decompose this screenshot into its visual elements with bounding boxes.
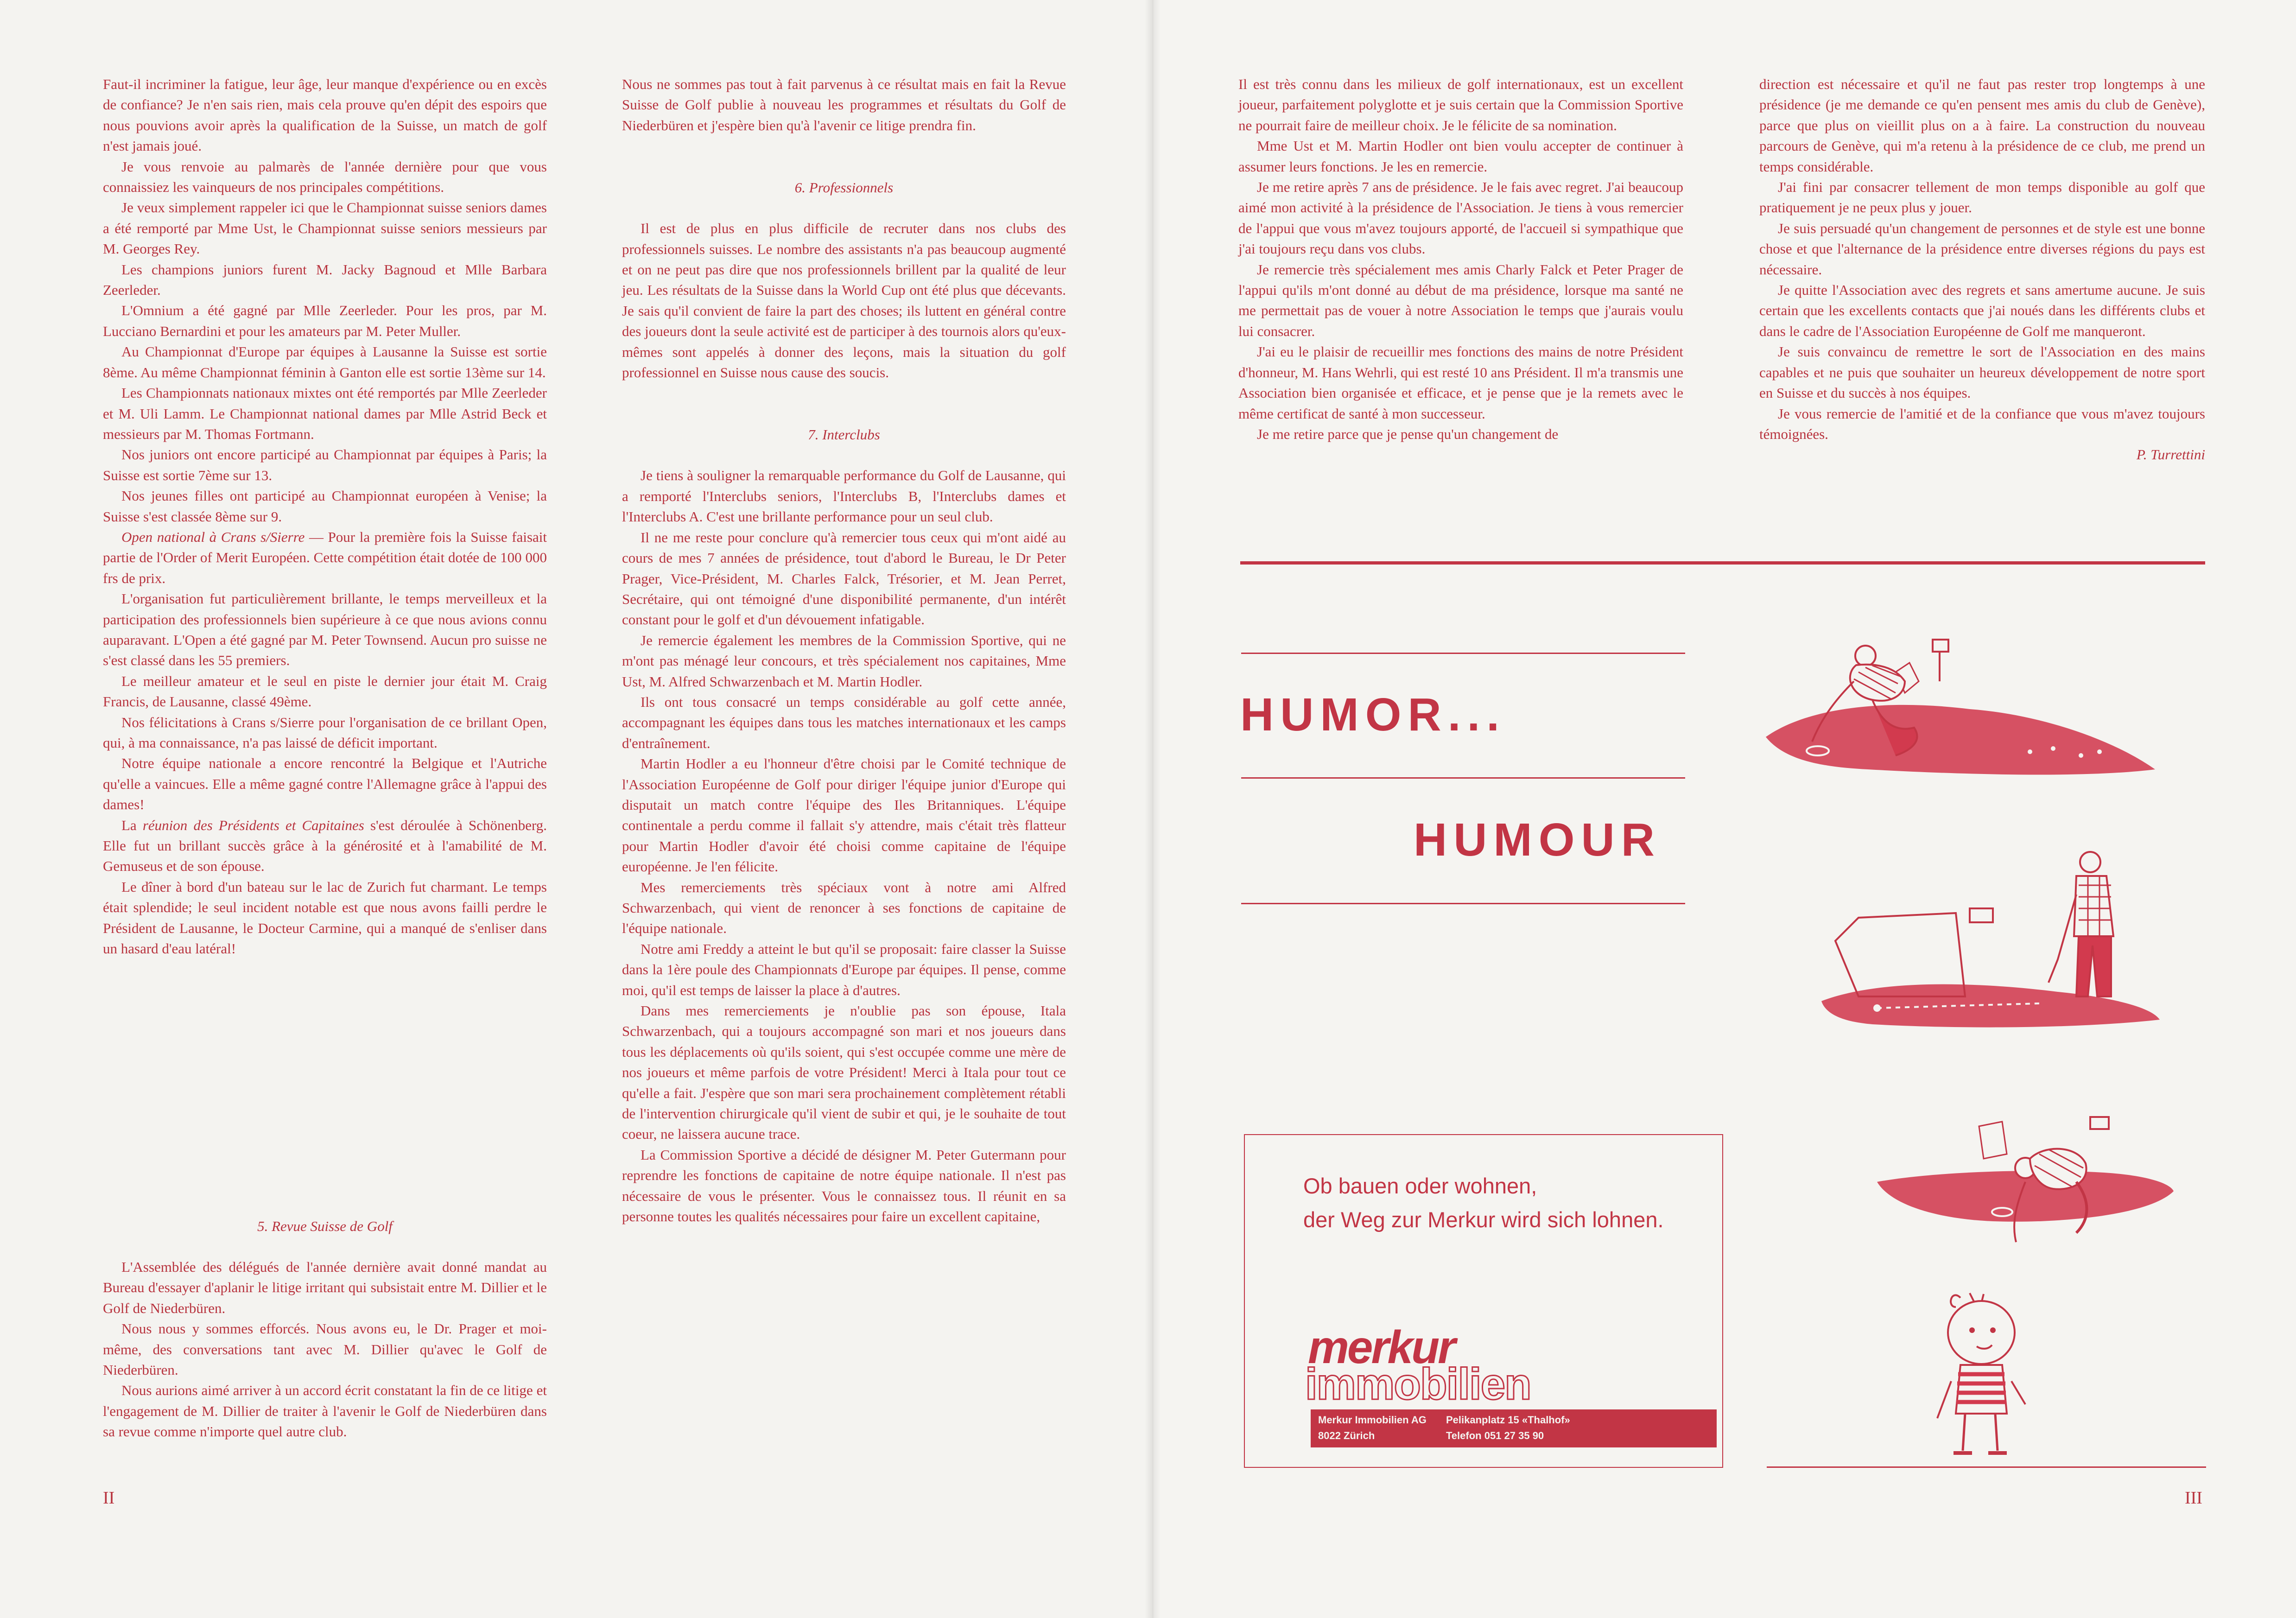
paragraph: Nos juniors ont encore participé au Championnat par équipes à Paris; la Suisse est sortie 7ème sur 13.: [103, 446, 547, 483]
paragraph: Je tiens à souligner la remarquable performance du Golf de Lausanne, qui a remporté l'Interclubs seniors, l'Interclubs B, l'Interclubs dames et l'Interclubs A. C'est une brillante performance pour un seul club.: [622, 467, 1066, 525]
paragraph: Je quitte l'Association avec des regrets et sans amertume aucune. Je suis certain que les excellents contacts que j'ai noués dans les différents clubs et dans le cadre de l'Association Européenne de Golf me manqueront.: [1759, 282, 2205, 339]
page-number-right: III: [2185, 1488, 2202, 1508]
column-1-section-5: [103, 1216, 547, 1442]
paragraph: Je remercie également les membres de la Commission Sportive, qui ne m'ont pas ménagé leur concours, et très spécialement nos capitaines, Mme Ust, M. Alfred Schwarzenbach et M. Martin Hodler.: [622, 632, 1066, 690]
paragraph: Faut-il incriminer la fatigue, leur âge, leur manque d'expérience ou en excès de confiance? Je n'en sais rien, mais cela prouve qu'en dépit des espoirs que nous pouvions avoir après la qualification de la Suisse, un match de golf n'est jamais joué.: [103, 76, 547, 154]
paragraph: Notre ami Freddy a atteint le but qu'il se proposait: faire classer la Suisse dans la 1ère poule des Championnats d'Europe par équipes. Il pense, comme moi, qu'il est temps de laisser la place à d'autres.: [622, 940, 1066, 998]
paragraph: Dans mes remerciements je n'oublie pas son épouse, Itala Schwarzenbach, qui a toujours accompagné son mari et nos joueurs dans tous les déplacements où qu'ils soient, qui s'est occupée comme une mère de nos joueurs et même parfois de votre Président! Merci à Itala pour tout ce qu'elle a fait. J'espère que son mari sera prochainement complètement rétabli de l'intervention chirurgicale qu'il vient de subir et qui, je le souhaite de tout coeur, ne laissera aucune trace.: [622, 1003, 1066, 1142]
paragraph: Le meilleur amateur et le seul en piste le dernier jour était M. Craig Francis, de Lausanne, classé 49ème.: [103, 673, 547, 710]
page-number-left: II: [103, 1488, 115, 1508]
paragraph: Nos félicitations à Crans s/Sierre pour l'organisation de ce brillant Open, qui, à ma connaissance, n'a pas laissé de déficit important.: [103, 714, 547, 751]
paragraph: Il ne me reste pour conclure qu'à remercier tous ceux qui m'ont aidé au cours de mes 7 années de présidence, tout d'abord le Bureau, le Dr Peter Prager, Vice-Président, M. Charles Falck, Trésorier, et M. Jean Perret, Secrétaire, qui ont témoigné d'une disponibilité permanente, d'un intérêt constant pour le golf et d'un dévouement infatigable.: [622, 529, 1066, 628]
divider-rule: [1240, 561, 2205, 565]
section-heading-7: 7. Interclubs: [808, 426, 880, 443]
paragraph: J'ai eu le plaisir de recueillir mes fonctions des mains de notre Président d'honneur, M. Hans Wehrli, qui est resté 10 ans Président. Il m'a transmis une Association bien organisée et efficace, et je pense que je la remets avec le même certificat de santé à mon successeur.: [1238, 343, 1683, 422]
immobilien-logo: immobilien: [1305, 1359, 1531, 1409]
paragraph: Je vous renvoie au palmarès de l'année dernière pour que vous connaissiez les vainqueurs de nos principales compétitions.: [103, 158, 547, 196]
paragraph: Je remercie très spécialement mes amis Charly Falck et Peter Prager de l'appui qu'ils m'ont donné au début de ma présidence, lorsque ma santé ne me permettait pas de vouer à notre Association le temps que j'aurais voulu lui consacrer.: [1238, 261, 1683, 339]
merkur-logo: merkur: [1308, 1321, 1454, 1373]
column-1: [103, 74, 547, 959]
thin-rule-bottom: [1767, 1466, 2206, 1468]
humor-rule-top: [1241, 653, 1685, 654]
paragraph: [103, 527, 547, 589]
paragraph: Les champions juniors furent M. Jacky Bagnoud et Mlle Barbara Zeerleder.: [103, 261, 547, 298]
paragraph: Nous aurions aimé arriver à un accord écrit constatant la fin de ce litige et l'engagement de M. Dillier de traiter à l'avenir le Golf de Niederbüren dans sa revue comme n'importe quel autre club.: [103, 1382, 547, 1440]
ad-address: Pelikanplatz 15 «Thalhof»: [1446, 1414, 1570, 1426]
paragraph: Ils ont tous consacré un temps considérable au golf cette année, accompagnant les équipes dans tous les matches internationaux et les camps d'entraînement.: [622, 693, 1066, 751]
paragraph: direction est nécessaire et qu'il ne faut pas rester trop longtemps à une présidence (je me demande ce qu'en pensent mes amis du club de Genève), parce que plus on vieillit plus on a à faire. La construction du nouveau parcours de Genève, qui m'a retenu à la présidence de ce club, me prend un temps considérable.: [1759, 76, 2205, 175]
paragraph: Les Championnats nationaux mixtes ont été remportés par Mlle Zeerleder et M. Uli Lamm. Le Championnat national dames par Mlle Astrid Beck et messieurs par M. Thomas Fortmann.: [103, 385, 547, 442]
ad-phone: Telefon 051 27 35 90: [1446, 1430, 1544, 1441]
reunion-text: s'est déroulée à Schönenberg. Elle fut un brillant succès grâce à la générosité et à l'amabilité de M. Gemuseus et de son épouse.: [103, 817, 547, 875]
paragraph: Je veux simplement rappeler ici que le Championnat suisse seniors dames a été remporté par Mme Ust, le Championnat suisse seniors messieurs par M. Georges Rey.: [103, 199, 547, 257]
humor-rule-middle: [1241, 777, 1685, 779]
paragraph: Il est de plus en plus difficile de recruter dans nos clubs des professionnels suisses. Le nombre des assistants n'a pas beaucoup augmenté et on ne peut pas dire que nos professionnels brillent par la qualité de leur jeu. Les résultats de la Suisse dans la World Cup ont été plus que décevants. Je sais qu'il convient de faire la part des choses; ils luttent en général contre des joueurs dont la seule activité est de participer à des tournois alors qu'eux-mêmes sont appelés à donner des leçons, mais la situation du golf professionnel en Suisse nous cause des soucis.: [622, 220, 1066, 381]
paragraph: Notre équipe nationale a encore rencontré la Belgique et l'Autriche qu'elle a vaincues. Elle a même gagné contre l'Allemagne grâce à l'appui des dames!: [103, 755, 547, 813]
humor-rule-bottom: [1241, 903, 1685, 904]
paragraph: L'Assemblée des délégués de l'année dernière avait donné mandat au Bureau d'essayer d'aplanir le litige irritant qui subsistait entre M. Dillier et le Golf de Niederbüren.: [103, 1259, 547, 1316]
reunion-italic: réunion des Présidents et Capitaines: [142, 817, 364, 833]
ad-slogan-line2: der Weg zur Merkur wird sich lohnen.: [1303, 1207, 1664, 1232]
paragraph: Il est très connu dans les milieux de golf internationaux, est un excellent joueur, parfaitement polyglotte et je suis certain que la Commission Sportive ne pourrait faire de meilleur choix. Je le félicite de sa nomination.: [1238, 76, 1683, 133]
paragraph: La Commission Sportive a décidé de désigner M. Peter Gutermann pour reprendre les fonctions de capitaine de notre équipe nationale. Il n'est pas nécessaire de vous le présenter. Vous le connaissez tous. Il réunit en sa personne toutes les qualités nécessaires pour faire un excellent capitaine,: [622, 1146, 1066, 1225]
cartoon-boy: [1933, 1288, 2030, 1465]
section-heading-6: 6. Professionnels: [794, 179, 894, 196]
paragraph: L'Omnium a été gagné par Mlle Zeerleder. Pour les pros, par M. Lucciano Bernardini et pour les amateurs par M. Peter Muller.: [103, 302, 547, 339]
paragraph: Je vous remercie de l'amitié et de la confiance que vous m'avez toujours témoignées.: [1759, 405, 2205, 442]
ad-city: 8022 Zürich: [1318, 1430, 1375, 1441]
open-national-text: — Pour la première fois la Suisse faisait partie de l'Order of Merit Européen. Cette compétition était dotée de 100 000 frs de prix.: [103, 528, 547, 586]
column-4: [1759, 74, 2205, 465]
cartoon-golfer-standing: [1817, 844, 2169, 1038]
cartoon-golfer-kneeling: [1872, 1112, 2178, 1265]
paragraph: Je me retire après 7 ans de présidence. Je le fais avec regret. J'ai beaucoup aimé mon activité à la présidence de l'Association. Je tiens à vous remercier de l'appui que vous m'avez toujours apporté, de l'accueil si sympathique que j'ai toujours reçu dans vos clubs.: [1238, 179, 1683, 257]
paragraph: Je me retire parce que je pense qu'un changement de: [1257, 425, 1559, 442]
section-heading-5: 5. Revue Suisse de Golf: [257, 1218, 393, 1234]
open-national-lead: Open national à Crans s/Sierre: [121, 528, 305, 545]
paragraph: Mes remerciements très spéciaux vont à notre ami Alfred Schwarzenbach, qui vient de renoncer à ses fonctions de capitaine de l'équipe nationale.: [622, 879, 1066, 937]
humor-title: HUMOR...: [1240, 689, 1506, 741]
paragraph: L'organisation fut particulièrement brillante, le temps merveilleux et la participation des professionnels bien supérieure à ce que nous avions connu auparavant. L'Open a été gagné par M. Peter Townsend. Aucun pro suisse ne s'est classé dans les 55 premiers.: [103, 590, 547, 669]
column-3: [1238, 74, 1683, 444]
merkur-advertisement: [1244, 1134, 1723, 1468]
paragraph: Au Championnat d'Europe par équipes à Lausanne la Suisse est sortie 8ème. Au même Championnat féminin à Ganton elle est sortie 13ème sur 14.: [103, 343, 547, 381]
paragraph: Je suis persuadé qu'un changement de personnes et de style est une bonne chose et que l'alternance de la présidence entre diverses régions du pays est nécessaire.: [1759, 220, 2205, 278]
page-gutter: [1145, 0, 1161, 1618]
paragraph: J'ai fini par consacrer tellement de mon temps disponible au golf que pratiquement je ne peux plus y jouer.: [1759, 179, 2205, 216]
cartoon-golfer-crouching: [1757, 630, 2164, 783]
paragraph: Le dîner à bord d'un bateau sur le lac de Zurich fut charmant. Le temps était splendide; le seul incident notable est que nous avons failli perdre le Président de Lausanne, le Docteur Carmine, qui a manqué de s'enliser dans un hasard d'eau latéral!: [103, 878, 547, 957]
column-2: [622, 74, 1066, 1227]
ad-slogan-line1: Ob bauen oder wohnen,: [1303, 1174, 1537, 1198]
humour-title: HUMOUR: [1414, 814, 1661, 866]
paragraph: Nous nous y sommes efforcés. Nous avons eu, le Dr. Prager et moi-même, des conversations tant avec M. Dillier qu'avec le Golf de Niederbüren.: [103, 1320, 547, 1378]
paragraph: Martin Hodler a eu l'honneur d'être choisi par le Comité technique de l'Association Européenne de Golf pour diriger l'équipe junior d'Europe qui disputait un match contre l'équipe des Iles Britanniques. L'équipe continentale a perdu comme il fallait s'y attendre, mais c'était très flatteur pour Martin Hodler d'avoir été choisi comme capitaine de l'équipe européenne. Je l'en félicite.: [622, 755, 1066, 875]
ad-company: Merkur Immobilien AG: [1318, 1414, 1427, 1426]
paragraph: Je suis convaincu de remettre le sort de l'Association en des mains capables et ne puis que souhaiter un heureux développement de notre sport en Suisse et du succès à nos équipes.: [1759, 343, 2205, 401]
reunion-pre: La: [121, 817, 143, 833]
ad-slogan: [1303, 1169, 1664, 1237]
paragraph: [103, 815, 547, 877]
ad-contact-bar: [1311, 1409, 1717, 1447]
paragraph: Mme Ust et M. Martin Hodler ont bien voulu accepter de continuer à assumer leurs fonctions. Je les en remercie.: [1238, 138, 1683, 175]
paragraph: Nos jeunes filles ont participé au Championnat européen à Venise; la Suisse s'est classée 8ème sur 9.: [103, 488, 547, 525]
signature: P. Turrettini: [2136, 446, 2205, 463]
paragraph: Nous ne sommes pas tout à fait parvenus à ce résultat mais en fait la Revue Suisse de Golf publie à nouveau les programmes et résultats du Golf de Niederbüren et j'espère bien qu'à l'avenir ce litige prendra fin.: [622, 76, 1066, 133]
